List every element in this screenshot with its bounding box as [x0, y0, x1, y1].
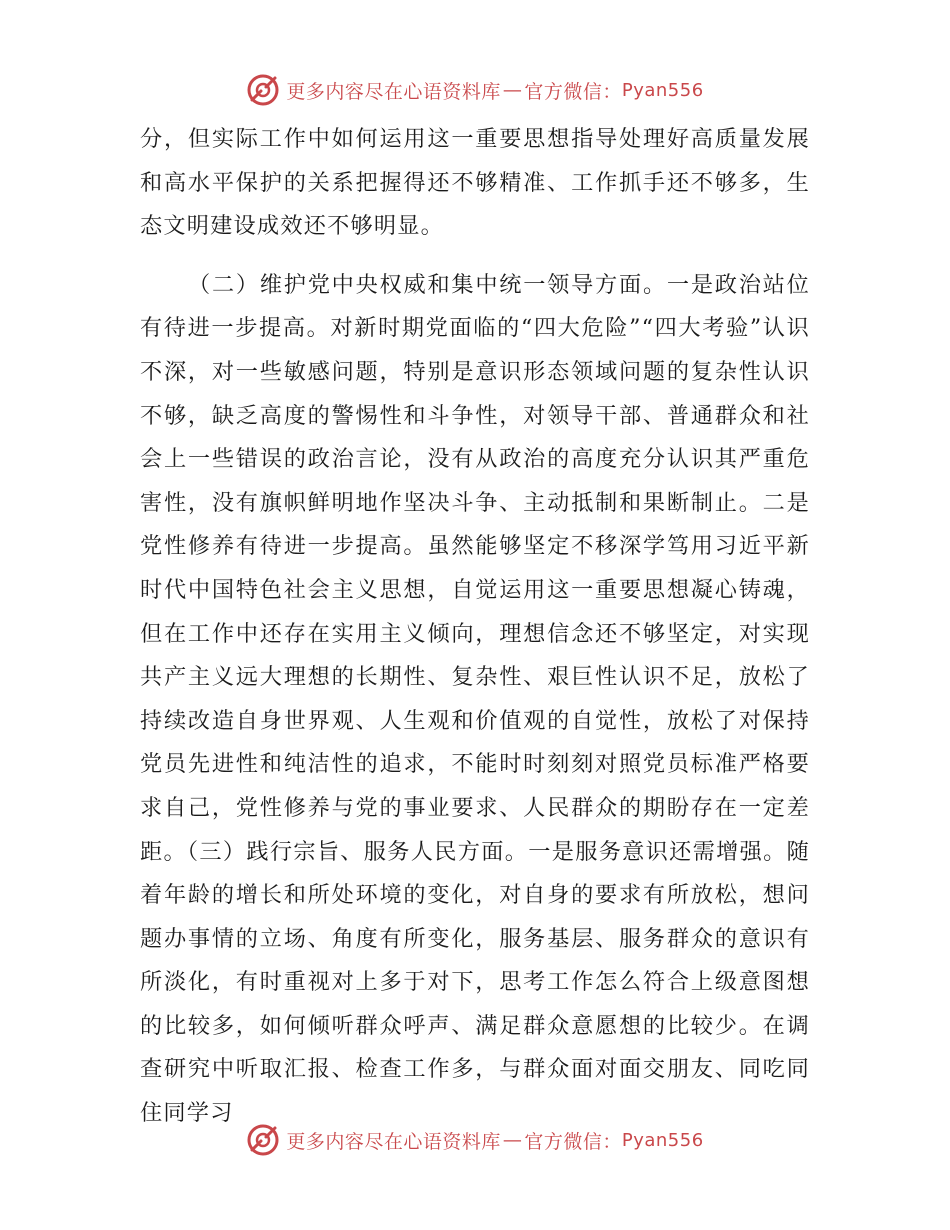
watermark-text: 更多内容尽在心语资料库 — [286, 1130, 501, 1153]
document-body — [140, 118, 810, 1136]
watermark-wechat-id: Pyan556 — [621, 79, 704, 101]
footer-watermark — [0, 1120, 950, 1160]
watermark-official: 官方微信： — [524, 1130, 622, 1153]
watermark-separator: — — [502, 79, 523, 101]
paragraph-continued: 分，但实际工作中如何运用这一重要思想指导处理好高质量发展和高水平保护的关系把握得还不够精准、工作抓手还不够多，生态文明建设成效还不够明显。 — [140, 126, 810, 240]
watermark-text: 更多内容尽在心语资料库 — [286, 80, 501, 103]
watermark-wechat-id: Pyan556 — [621, 1129, 704, 1151]
logo-icon — [246, 73, 280, 107]
logo-icon — [246, 1123, 280, 1157]
paragraph-section-2: （二）维护党中央权威和集中统一领导方面。一是政治站位有待进一步提高。对新时期党面临的“四大危险”“四大考验”认识不深，对一些敏感问题，特别是意识形态领域问题的复杂性认识不够，缺乏高度的警惕性和斗争性，对领导干部、普通群众和社会上一些错误的政治言论，没有从政治的高度充分认识其严重危害性，没有旗帜鲜明地作坚决斗争、主动抵制和果断制止。二是党性修养有待进一步提高。虽然能够坚定不移深学笃用习近平新时代中国特色社会主义思想，自觉运用这一重要思想凝心铸魂，但在工作中还存在实用主义倾向，理想信念还不够坚定，对实现共产主义远大理想的长期性、复杂性、艰巨性认识不足，放松了持续改造自身世界观、人生观和价值观的自觉性，放松了对保持党员先进性和纯洁性的追求，不能时时刻刻对照党员标准严格要求自己，党性修养与党的事业要求、人民群众的期盼存在一定差距。（三）践行宗旨、服务人民方面。一是服务意识还需增强。随着年龄的增长和所处环境的变化，对自身的要求有所放松，想问题办事情的立场、角度有所变化，服务基层、服务群众的意识有所淡化，有时重视对上多于对下，思考工作怎么符合上级意图想的比较多，如何倾听群众呼声、满足群众意愿想的比较少。在调查研究中听取汇报、检查工作多，与群众面对面交朋友、同吃同住同学习 — [140, 271, 810, 1127]
watermark-separator: — — [502, 1129, 523, 1151]
watermark-official: 官方微信： — [524, 80, 622, 103]
header-watermark — [0, 70, 950, 110]
